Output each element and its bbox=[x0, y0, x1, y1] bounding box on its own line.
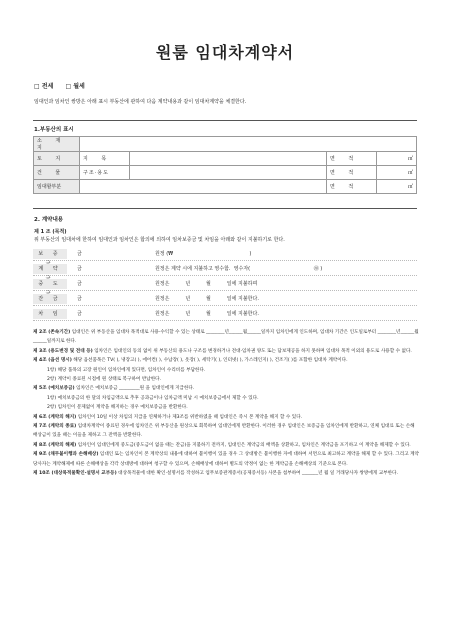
rent-label: 차 임 bbox=[33, 309, 67, 319]
balance-field[interactable]: 금 원정은 년 월 일에 지불한다. bbox=[77, 296, 259, 302]
divider bbox=[33, 120, 417, 121]
article-1-text: 위 부동산의 임대차에 한하여 임대인과 임차인은 합의에 의하여 임차보증금 및 차임을 아래와 같이 지불하기로 한다. bbox=[34, 237, 285, 243]
jimok-label: 지 목 bbox=[80, 152, 130, 166]
divider bbox=[33, 208, 417, 209]
property-table bbox=[33, 136, 417, 194]
article-5-clause-1: 1항) 예치보증금의 한 달의 차임금액으로 추후 공과금이나 임차금액 미납 시 예치보증금에서 제할 수 있다. bbox=[47, 395, 259, 401]
article-5: 제 5조 (예치보증금) 임차인은 예치보증금 _________원 을 임대인에게 지급한다. bbox=[33, 386, 195, 392]
building-area-unit[interactable]: ㎡ bbox=[377, 166, 417, 180]
article-2: 제 2조 (존속기간) 임대인은 위 부동산을 임대차 목적대로 사용·수익할 수 있는 상태로 ________년______월______일까지 임차인에게 인도하며, 임대차 기간은 인도일로부터 ________년______월______일까지로 한다. bbox=[33, 330, 419, 345]
section-title-property: 1.부동산의 표시 bbox=[34, 127, 74, 133]
section-title-contract: 2. 계약내용 bbox=[34, 217, 64, 223]
location-label: 소 재 지 bbox=[34, 137, 80, 152]
article-4: 제 4조 (옵션 명시) 해당 옵션품목은 TV( ), 냉장고( ), 에어컨( ), 수납장( ), 옷장( ), 세탁기( ), 인터넷( ), 가스레인지( ), 건조기( )를 포함한 임대차 계약이다. bbox=[33, 358, 348, 364]
interim-payment-field[interactable]: 금 원정은 년 월 일에 지불하며 bbox=[77, 281, 258, 287]
article-10: 제 10조 (대상목적물확인·설명서 교부등) 대상목적물에 대한 확인·설명서를 작성하고 업무보증관계증서(공제증서등) 사본을 첨부하여 _______년 월 일 거래당사자 쌍방에게 교부한다. bbox=[33, 471, 398, 477]
deposit-field[interactable]: 금 원정 (₩ ) bbox=[77, 251, 252, 257]
page-title: 원룸 임대차계약서 bbox=[155, 43, 295, 62]
balance-label: 잔 금 bbox=[33, 294, 67, 304]
article-list bbox=[33, 328, 419, 479]
article-8: 제 8조 (계약의 해제) 임차인이 임대인에게 중도금(중도금이 없을 때는 잔금)을 지불하기 전까지, 임대인은 계약금의 배액을 상환하고, 임차인은 계약금을 포기하고 이 계약을 해제할 수 있다. bbox=[33, 442, 411, 448]
intro-text: 임대인과 임차인 쌍방은 아래 표시 부동산에 관하여 다음 계약내용과 같이 임대차계약을 체결한다. bbox=[34, 99, 247, 105]
building-area-label: 면 적 bbox=[327, 166, 377, 180]
leased-part-field[interactable] bbox=[80, 180, 327, 194]
building-label: 건 물 bbox=[34, 166, 80, 180]
article-6: 제 6조 (계약의 해지) 임차인이 10일 이상 차임의 지급을 연체하거나 제3조를 위반하였을 때 임대인은 즉시 본 계약을 해지 할 수 있다. bbox=[33, 414, 303, 420]
article-4-clause-1: 1항) 해당 품목의 고장 원인이 임차인에게 있다면, 임차인이 수리비를 부담한다. bbox=[47, 367, 206, 373]
land-area-label: 면 적 bbox=[327, 152, 377, 166]
article-9: 제 9조 (채무불이행과 손해배상) 임대인 또는 임차인이 본 계약상의 내용에 대하여 불이행이 있을 경우 그 상대방은 불이행한 자에 대하여 서면으로 최고하고 계약을 해제 할 수 있다. 그리고 계약 당사자는 계약해제에 따른 손해배상을 각각 상대방에 대하여 청구할 수 있으며, 손해배상에 대하여 별도의 약정이 없는 한 계약금을 손해배상의 기준으로 본다. bbox=[33, 452, 419, 467]
article-4-clause-2: 2항) 계약이 종료된 시점에 원 상태로 복구하여 반납한다. bbox=[47, 377, 162, 383]
land-area-unit[interactable]: ㎡ bbox=[377, 152, 417, 166]
jeonse-checkbox[interactable]: □ 전세 bbox=[34, 83, 54, 90]
leased-area-unit[interactable]: ㎡ bbox=[377, 180, 417, 194]
payment-row bbox=[33, 261, 417, 276]
rent-field[interactable]: 금 원정은 년 월 일에 지불한다. bbox=[77, 311, 259, 317]
wolse-checkbox[interactable]: □ 월세 bbox=[65, 83, 85, 90]
jimok-field[interactable] bbox=[130, 152, 327, 166]
article-7: 제 7조 (계약의 종료) 임대차계약이 종료된 경우에 임차인은 위 부동산을 원상으로 회복하여 임대인에게 반환한다. 이러한 경우 임대인은 보증금을 임차인에게 반환하고, 연체 임대료 또는 손해배상금이 있을 때는 이들을 제하고 그 잔액을 반환한다. bbox=[33, 424, 415, 439]
payment-row bbox=[33, 291, 417, 306]
leased-area-label: 면 적 bbox=[327, 180, 377, 194]
structure-label: 구조·용도 bbox=[80, 166, 130, 180]
payment-row bbox=[33, 246, 417, 261]
contract-type-row bbox=[34, 81, 95, 90]
interim-payment-label: 중 도 bbox=[33, 279, 67, 289]
location-field[interactable] bbox=[80, 137, 417, 152]
down-payment-field[interactable]: 금 원정은 계약 시에 지불하고 영수함. 영수자( ㊞ ) bbox=[77, 266, 323, 272]
land-label: 토 지 bbox=[34, 152, 80, 166]
structure-field[interactable] bbox=[130, 166, 327, 180]
down-payment-label: 계 약 bbox=[33, 264, 67, 274]
payment-table bbox=[33, 246, 417, 321]
leased-part-label: 임대할부분 bbox=[34, 180, 80, 194]
payment-row bbox=[33, 276, 417, 291]
article-3: 제 3조 (용도변경 및 전대 등) 임차인은 임대인의 동의 없이 위 부동산의 용도나 구조를 변경하거나 전대·임차권 양도 또는 담보제공을 하지 못하며 임대차 목적 이외의 용도로 사용할 수 없다. bbox=[33, 348, 412, 354]
article-5-clause-2: 2항) 임차인이 문제없이 계약을 해지하는 경우 예치보증금을 반환한다. bbox=[47, 405, 188, 411]
payment-row bbox=[33, 306, 417, 321]
deposit-label: 보 증 bbox=[33, 249, 67, 259]
article-1-title: 제 1 조 (목적) bbox=[34, 229, 67, 235]
